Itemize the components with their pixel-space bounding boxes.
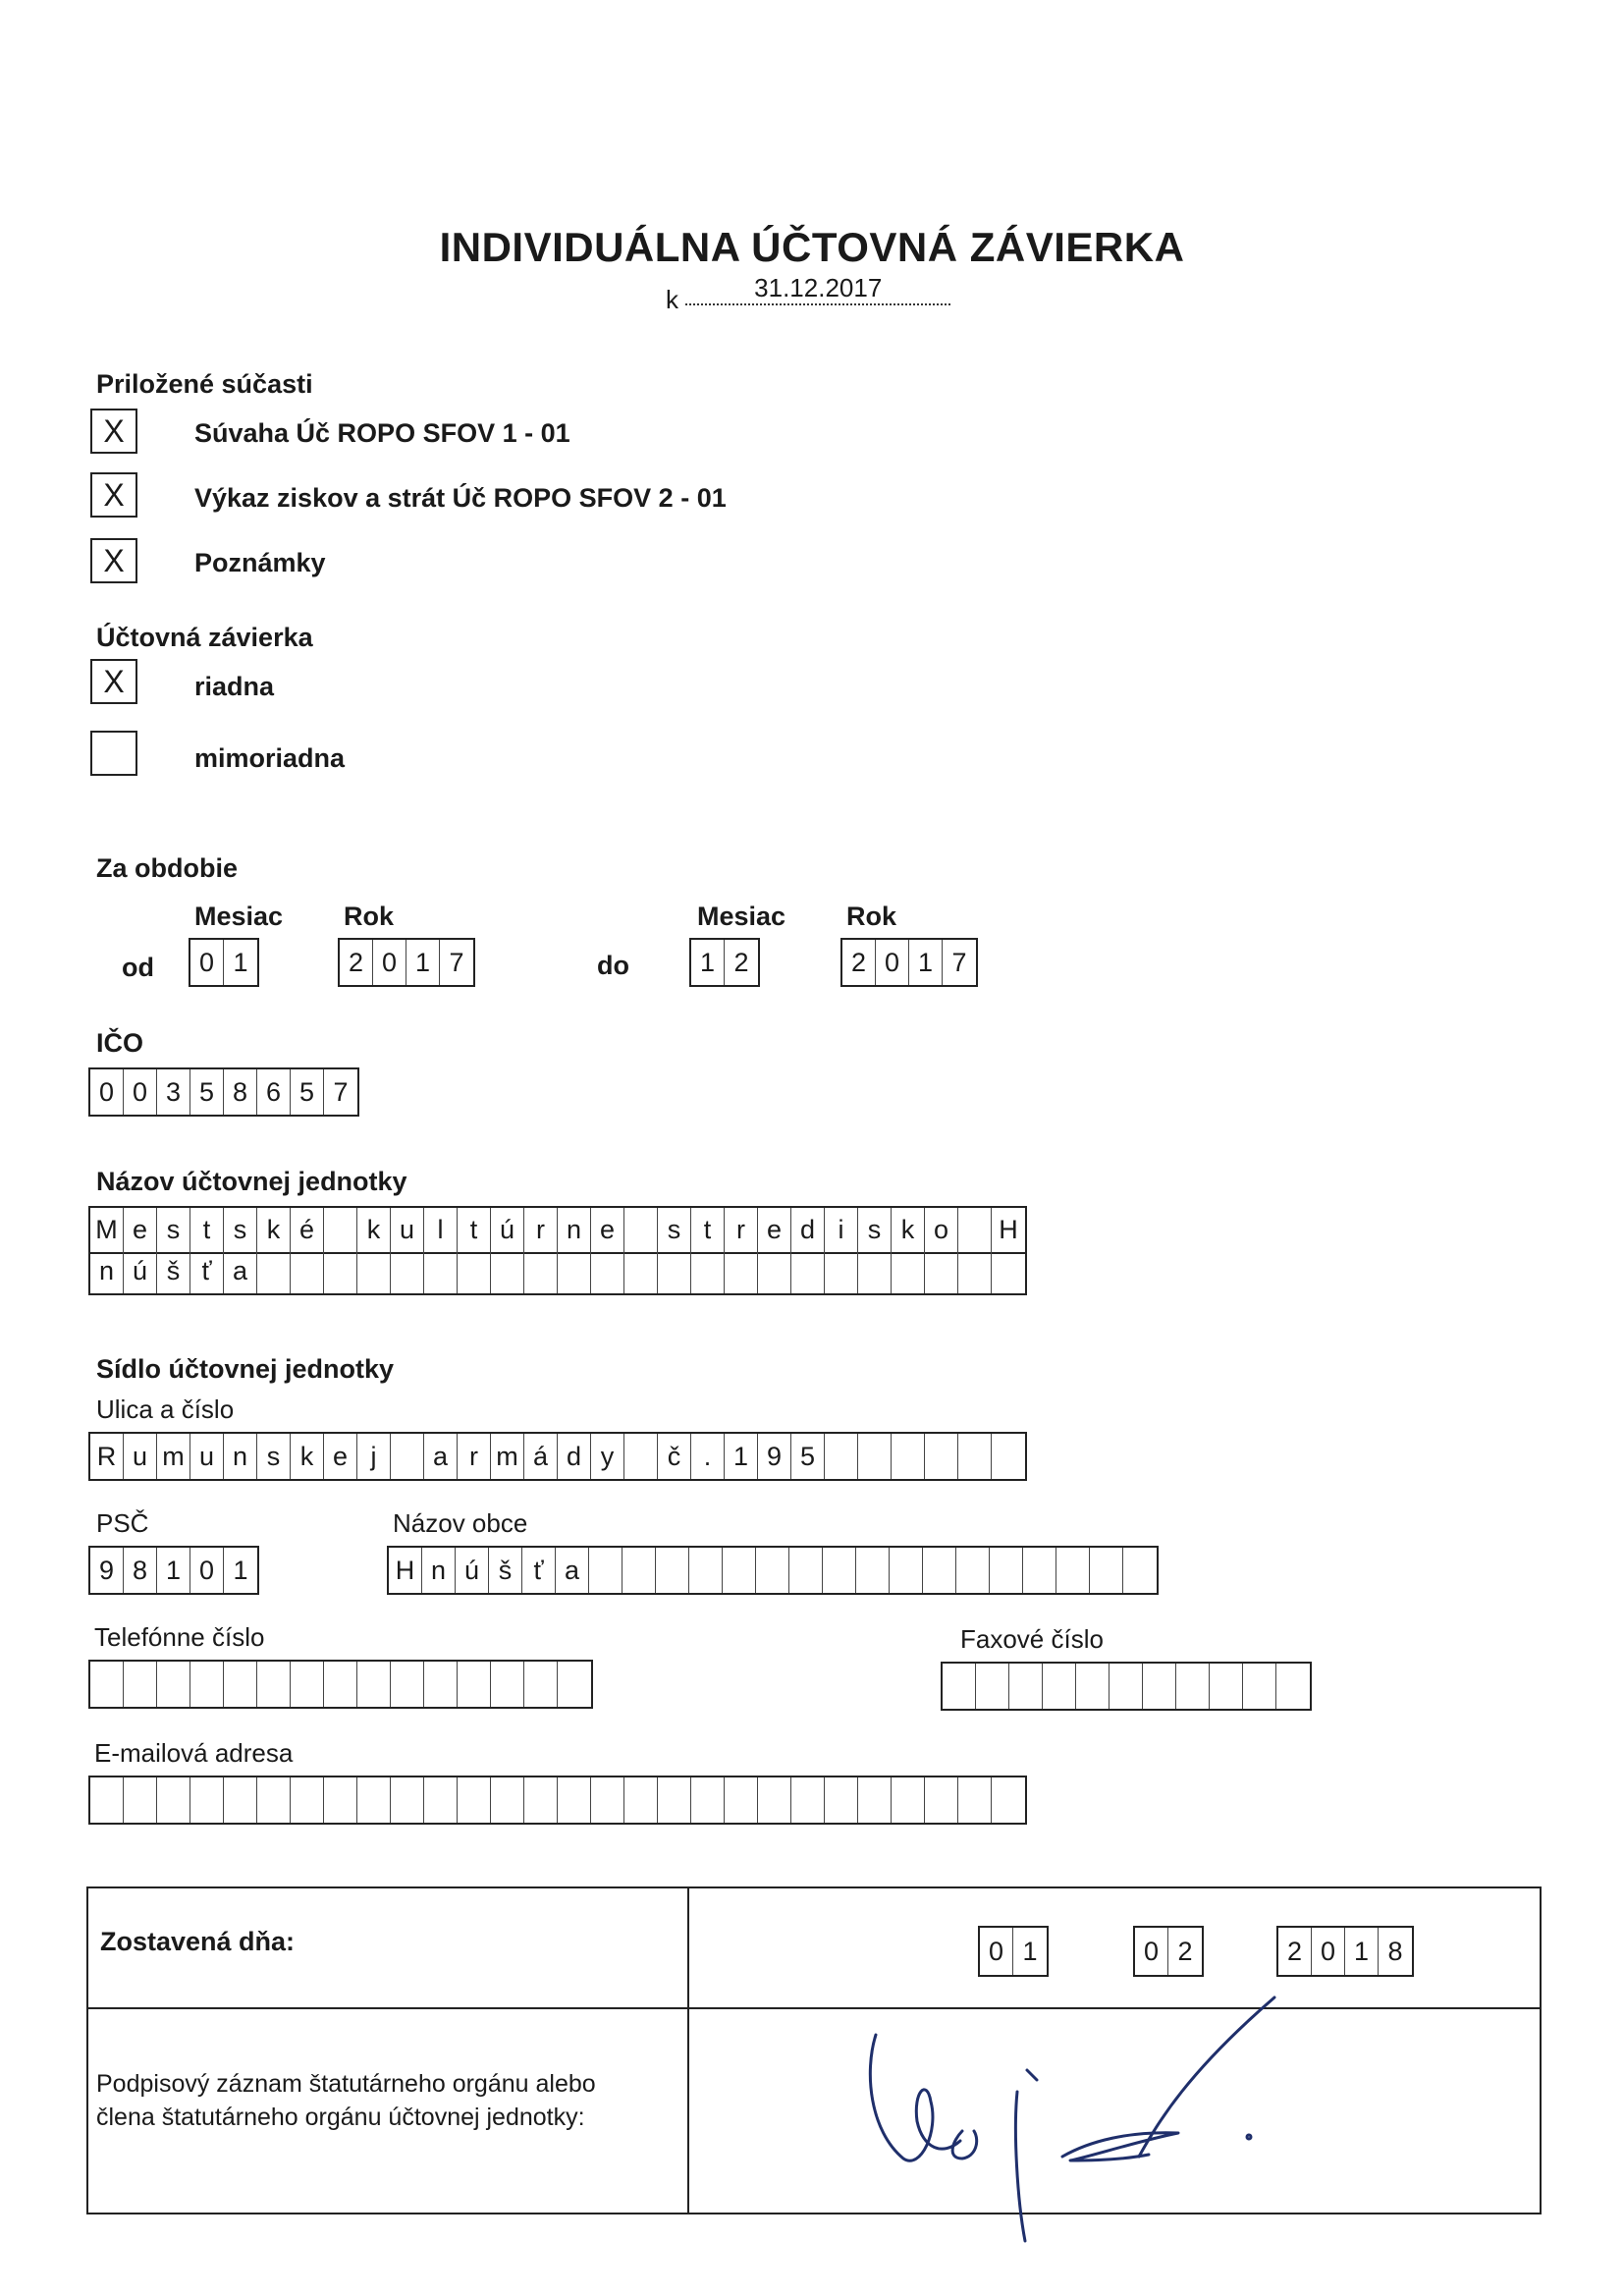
city-field-cell[interactable] [1023, 1548, 1056, 1593]
email-field-cell[interactable] [825, 1777, 858, 1823]
city-field-cell[interactable] [723, 1548, 756, 1593]
email-field-cell[interactable] [124, 1777, 157, 1823]
period-from-label: od [122, 953, 154, 982]
ico-field-cell[interactable]: 5 [291, 1069, 324, 1115]
to-month-label: Mesiac [697, 902, 786, 931]
street-field-cell[interactable]: d [558, 1434, 591, 1479]
fax-field[interactable] [941, 1662, 1312, 1711]
email-field-cell[interactable] [892, 1777, 925, 1823]
email-field-cell[interactable] [458, 1777, 491, 1823]
unit-name-row-2-cell[interactable]: n [90, 1249, 124, 1293]
unit-name-heading: Názov účtovnej jednotky [96, 1167, 407, 1196]
street-field-cell[interactable]: m [157, 1434, 190, 1479]
unit-name-row-1-cell[interactable]: ú [491, 1208, 524, 1252]
street-field-cell[interactable]: u [124, 1434, 157, 1479]
unit-name-row-1-cell[interactable]: s [658, 1208, 691, 1252]
unit-name-row-1-cell[interactable]: e [758, 1208, 791, 1252]
city-field-cell[interactable] [756, 1548, 789, 1593]
city-field-cell[interactable]: a [556, 1548, 589, 1593]
street-field-cell[interactable]: s [257, 1434, 291, 1479]
psc-field-cell[interactable]: 8 [124, 1548, 157, 1593]
phone-field-cell[interactable] [524, 1662, 558, 1707]
city-field-cell[interactable] [656, 1548, 689, 1593]
email-label: E-mailová adresa [94, 1738, 294, 1768]
street-field-cell[interactable] [925, 1434, 958, 1479]
street-field-cell[interactable] [958, 1434, 992, 1479]
email-field-cell[interactable] [791, 1777, 825, 1823]
to-year-field[interactable] [840, 938, 978, 987]
unit-name-row-2-cell[interactable] [925, 1249, 958, 1293]
psc-field-cell[interactable]: 9 [90, 1548, 124, 1593]
fax-field-cell[interactable] [1210, 1664, 1243, 1709]
city-field-cell[interactable] [789, 1548, 823, 1593]
email-field-cell[interactable] [925, 1777, 958, 1823]
fax-field-cell[interactable] [1143, 1664, 1176, 1709]
psc-field-cell[interactable]: 1 [233, 1556, 248, 1585]
closing-date-prefix: k [666, 285, 678, 314]
unit-name-row-2[interactable] [88, 1249, 1027, 1295]
street-field-cell[interactable]: e [324, 1434, 357, 1479]
from-year-field-cell[interactable]: 7 [449, 948, 464, 977]
city-field-cell[interactable] [689, 1548, 723, 1593]
street-label: Ulica a číslo [96, 1394, 235, 1424]
email-field-cell[interactable] [958, 1777, 992, 1823]
compiled-year-field-cell[interactable]: 2 [1278, 1928, 1312, 1975]
street-field[interactable] [88, 1432, 1027, 1481]
fax-field-cell[interactable] [1176, 1664, 1210, 1709]
email-field-cell[interactable] [224, 1777, 257, 1823]
street-field-cell[interactable] [825, 1434, 858, 1479]
email-field-cell[interactable] [157, 1777, 190, 1823]
unit-name-row-1-cell[interactable]: n [558, 1208, 591, 1252]
phone-field-cell[interactable] [391, 1662, 424, 1707]
compiled-month-field[interactable] [1133, 1926, 1204, 1977]
unit-name-row-1-cell[interactable]: i [825, 1208, 858, 1252]
email-field-cell[interactable] [324, 1777, 357, 1823]
city-field-cell[interactable] [990, 1548, 1023, 1593]
email-field-cell[interactable] [90, 1777, 124, 1823]
ico-field-cell[interactable]: 3 [157, 1069, 190, 1115]
city-field-cell[interactable]: n [422, 1548, 456, 1593]
attachment-label-notes: Poznámky [194, 548, 326, 577]
unit-name-row-2-cell[interactable] [858, 1249, 892, 1293]
closing-type-label-extraordinary: mimoriadna [194, 743, 346, 773]
email-field-cell[interactable] [391, 1777, 424, 1823]
unit-name-row-1-cell[interactable]: o [925, 1208, 958, 1252]
to-month-field[interactable] [689, 938, 760, 987]
to-month-field-cell[interactable]: 1 [691, 940, 725, 985]
period-heading: Za obdobie [96, 853, 238, 883]
email-field-cell[interactable] [992, 1777, 1025, 1823]
unit-name-row-2-cell[interactable] [491, 1249, 524, 1293]
unit-name-row-1-cell[interactable]: H [999, 1215, 1018, 1244]
city-field-cell[interactable] [1090, 1548, 1123, 1593]
to-year-field-cell[interactable]: 2 [842, 940, 876, 985]
unit-name-row-1-cell[interactable]: s [858, 1208, 892, 1252]
unit-name-row-2-cell[interactable] [524, 1249, 558, 1293]
unit-name-row-2-cell[interactable] [324, 1249, 357, 1293]
phone-field-cell[interactable] [424, 1662, 458, 1707]
unit-name-row-1-cell[interactable]: t [458, 1208, 491, 1252]
street-field-cell[interactable]: . [691, 1434, 725, 1479]
unit-name-row-1-cell[interactable]: s [157, 1208, 190, 1252]
street-field-cell[interactable]: č [658, 1434, 691, 1479]
unit-name-row-2-cell[interactable] [291, 1249, 324, 1293]
unit-name-row-2-cell[interactable]: ť [190, 1249, 224, 1293]
city-field-cell[interactable]: H [389, 1548, 422, 1593]
ico-field-cell[interactable]: 5 [190, 1069, 224, 1115]
unit-name-row-1-cell[interactable]: t [190, 1208, 224, 1252]
unit-name-row-2-cell[interactable] [424, 1249, 458, 1293]
signature-label-line-1: Podpisový záznam štatutárneho orgánu alebo [96, 2070, 596, 2098]
fax-field-cell[interactable] [1009, 1664, 1043, 1709]
email-field-cell[interactable] [558, 1777, 591, 1823]
street-field-cell[interactable]: r [458, 1434, 491, 1479]
unit-name-row-1-cell[interactable] [624, 1208, 658, 1252]
unit-name-row-1-cell[interactable]: e [591, 1208, 624, 1252]
unit-name-row-1-cell[interactable]: k [892, 1208, 925, 1252]
unit-name-row-2-cell[interactable] [591, 1249, 624, 1293]
from-year-field[interactable] [338, 938, 475, 987]
from-month-field-cell[interactable]: 0 [190, 940, 224, 985]
closing-type-heading: Účtovná závierka [96, 623, 313, 652]
city-field[interactable] [387, 1546, 1159, 1595]
footer-horizontal-divider [86, 2007, 1542, 2009]
city-field-cell[interactable] [890, 1548, 923, 1593]
compiled-year-field-cell[interactable]: 0 [1312, 1928, 1345, 1975]
street-field-cell[interactable]: 9 [758, 1434, 791, 1479]
phone-field-cell[interactable] [190, 1662, 224, 1707]
period-to-label: do [597, 951, 629, 980]
city-field-cell[interactable] [1056, 1548, 1090, 1593]
street-field-cell[interactable]: m [491, 1434, 524, 1479]
to-year-label: Rok [846, 902, 897, 931]
unit-name-row-1-cell[interactable]: r [725, 1208, 758, 1252]
unit-name-row-1-cell[interactable]: k [357, 1208, 391, 1252]
psc-field-cell[interactable]: 0 [190, 1548, 224, 1593]
street-field-cell[interactable]: k [291, 1434, 324, 1479]
unit-name-row-1-cell[interactable]: é [291, 1208, 324, 1252]
street-field-cell[interactable]: R [90, 1434, 124, 1479]
unit-name-row-1-cell[interactable]: t [691, 1208, 725, 1252]
unit-name-row-2-cell[interactable] [391, 1249, 424, 1293]
email-field-cell[interactable] [591, 1777, 624, 1823]
fax-field-cell[interactable] [1110, 1664, 1143, 1709]
phone-field-cell[interactable] [291, 1662, 324, 1707]
city-field-cell[interactable] [923, 1548, 956, 1593]
unit-name-row-1-cell[interactable]: k [257, 1208, 291, 1252]
phone-field-cell[interactable] [324, 1662, 357, 1707]
street-field-cell[interactable] [992, 1434, 1025, 1479]
city-field-cell[interactable] [623, 1548, 656, 1593]
unit-name-row-1-cell[interactable]: M [90, 1208, 124, 1252]
unit-name-row-2-cell[interactable] [624, 1249, 658, 1293]
phone-field-cell[interactable] [157, 1662, 190, 1707]
unit-name-row-2-cell[interactable] [558, 1249, 591, 1293]
unit-name-row-2-cell[interactable] [892, 1249, 925, 1293]
phone-field-cell[interactable] [124, 1662, 157, 1707]
attachments-heading: Priložené súčasti [96, 369, 313, 399]
city-field-cell[interactable] [856, 1548, 890, 1593]
phone-field-cell[interactable] [458, 1662, 491, 1707]
unit-name-row-2-cell[interactable] [458, 1249, 491, 1293]
city-field-cell[interactable] [589, 1548, 623, 1593]
from-year-field-cell[interactable]: 0 [373, 940, 406, 985]
phone-field[interactable] [88, 1660, 593, 1709]
from-year-label: Rok [344, 902, 395, 931]
address-heading: Sídlo účtovnej jednotky [96, 1354, 395, 1384]
unit-name-row-2-cell[interactable] [691, 1249, 725, 1293]
city-field-cell[interactable] [823, 1548, 856, 1593]
to-year-field-cell[interactable]: 0 [876, 940, 909, 985]
attachment-label-profit-loss: Výkaz ziskov a strát Úč ROPO SFOV 2 - 01 [194, 483, 727, 513]
signature-label-line-2: člena štatutárneho orgánu účtovnej jednotky: [96, 2104, 585, 2131]
ico-field-cell[interactable]: 8 [224, 1069, 257, 1115]
fax-label: Faxové číslo [960, 1624, 1104, 1654]
unit-name-row-1-cell[interactable]: e [124, 1208, 157, 1252]
ico-field-cell[interactable]: 0 [90, 1069, 124, 1115]
compiled-date-label: Zostavená dňa: [100, 1927, 296, 1956]
street-field-cell[interactable]: j [357, 1434, 391, 1479]
email-field-cell[interactable] [658, 1777, 691, 1823]
to-month-field-cell[interactable]: 2 [733, 948, 749, 977]
unit-name-row-2-cell[interactable] [257, 1249, 291, 1293]
attachment-checkbox-balance[interactable]: X [90, 409, 137, 454]
street-field-cell[interactable]: 1 [725, 1434, 758, 1479]
email-field-cell[interactable] [524, 1777, 558, 1823]
unit-name-row-1-cell[interactable] [324, 1208, 357, 1252]
psc-field[interactable] [88, 1546, 259, 1595]
email-field-cell[interactable] [758, 1777, 791, 1823]
ico-field[interactable] [88, 1067, 359, 1117]
unit-name-row-2-cell[interactable]: a [224, 1249, 257, 1293]
compiled-year-field-cell[interactable]: 8 [1387, 1937, 1403, 1966]
compiled-year-field[interactable] [1276, 1926, 1414, 1977]
email-field-cell[interactable] [257, 1777, 291, 1823]
ico-field-cell[interactable]: 0 [124, 1069, 157, 1115]
email-field-cell[interactable] [691, 1777, 725, 1823]
to-year-field-cell[interactable]: 7 [951, 948, 967, 977]
from-year-field-cell[interactable]: 1 [406, 940, 440, 985]
closing-type-checkbox-regular[interactable]: X [90, 659, 137, 704]
email-field-cell[interactable] [291, 1777, 324, 1823]
fax-field-cell[interactable] [976, 1664, 1009, 1709]
to-year-field-cell[interactable]: 1 [909, 940, 943, 985]
phone-field-cell[interactable] [224, 1662, 257, 1707]
fax-field-cell[interactable] [1043, 1664, 1076, 1709]
closing-type-label-regular: riadna [194, 672, 275, 701]
unit-name-row-2-cell[interactable] [725, 1249, 758, 1293]
street-field-cell[interactable]: y [591, 1434, 624, 1479]
attachment-checkbox-notes[interactable]: X [90, 538, 137, 583]
fax-field-cell[interactable] [943, 1664, 976, 1709]
unit-name-row-2-cell[interactable] [758, 1249, 791, 1293]
street-field-cell[interactable]: a [424, 1434, 458, 1479]
unit-name-row-1[interactable] [88, 1206, 1027, 1254]
from-month-field[interactable] [189, 938, 259, 987]
page-title: INDIVIDUÁLNA ÚČTOVNÁ ZÁVIERKA [439, 224, 1185, 270]
phone-field-cell[interactable] [357, 1662, 391, 1707]
email-field-cell[interactable] [190, 1777, 224, 1823]
unit-name-row-2-cell[interactable] [825, 1249, 858, 1293]
city-field-cell[interactable]: ť [522, 1548, 556, 1593]
street-field-cell[interactable] [858, 1434, 892, 1479]
unit-name-row-2-cell[interactable] [357, 1249, 391, 1293]
city-label: Názov obce [393, 1508, 528, 1538]
street-field-cell[interactable] [624, 1434, 658, 1479]
from-year-field-cell[interactable]: 2 [340, 940, 373, 985]
compiled-day-field-cell[interactable]: 0 [980, 1928, 1013, 1975]
unit-name-row-2-cell[interactable] [658, 1249, 691, 1293]
street-field-cell[interactable]: á [524, 1434, 558, 1479]
street-field-cell[interactable] [892, 1434, 925, 1479]
compiled-month-field-cell[interactable]: 2 [1177, 1937, 1193, 1966]
fax-field-cell[interactable] [1276, 1664, 1310, 1709]
street-field-cell[interactable]: n [224, 1434, 257, 1479]
attachment-label-balance: Súvaha Úč ROPO SFOV 1 - 01 [194, 418, 570, 448]
psc-field-cell[interactable]: 1 [157, 1548, 190, 1593]
unit-name-row-2-cell[interactable] [791, 1249, 825, 1293]
handwritten-signature [844, 1984, 1276, 2259]
unit-name-row-1-cell[interactable]: l [424, 1208, 458, 1252]
city-field-cell[interactable]: ú [456, 1548, 489, 1593]
phone-field-cell[interactable] [90, 1662, 124, 1707]
email-field-cell[interactable] [357, 1777, 391, 1823]
email-field-cell[interactable] [491, 1777, 524, 1823]
closing-date-line [666, 273, 950, 317]
email-field-cell[interactable] [725, 1777, 758, 1823]
city-field-cell[interactable] [1123, 1548, 1157, 1593]
unit-name-row-2-cell[interactable] [992, 1249, 1025, 1293]
closing-type-checkbox-extraordinary[interactable] [90, 731, 137, 776]
phone-field-cell[interactable] [491, 1662, 524, 1707]
psc-label: PSČ [96, 1508, 149, 1538]
ico-field-cell[interactable]: 6 [257, 1069, 291, 1115]
unit-name-row-1-cell[interactable] [958, 1208, 992, 1252]
city-field-cell[interactable] [956, 1548, 990, 1593]
phone-field-cell[interactable] [257, 1662, 291, 1707]
fax-field-cell[interactable] [1076, 1664, 1110, 1709]
unit-name-row-1-cell[interactable]: s [224, 1208, 257, 1252]
compiled-day-field[interactable] [978, 1926, 1049, 1977]
fax-field-cell[interactable] [1243, 1664, 1276, 1709]
email-field-cell[interactable] [424, 1777, 458, 1823]
street-field-cell[interactable]: 5 [791, 1434, 825, 1479]
city-field-cell[interactable]: š [489, 1548, 522, 1593]
unit-name-row-2-cell[interactable]: ú [124, 1249, 157, 1293]
unit-name-row-1-cell[interactable]: u [391, 1208, 424, 1252]
street-field-cell[interactable] [391, 1434, 424, 1479]
compiled-day-field-cell[interactable]: 1 [1022, 1937, 1038, 1966]
email-field-cell[interactable] [624, 1777, 658, 1823]
email-field-cell[interactable] [858, 1777, 892, 1823]
unit-name-row-2-cell[interactable]: š [157, 1249, 190, 1293]
unit-name-row-2-cell[interactable] [958, 1249, 992, 1293]
unit-name-row-1-cell[interactable]: d [791, 1208, 825, 1252]
phone-field-cell[interactable] [558, 1662, 591, 1707]
closing-date: 31.12.2017 [685, 273, 950, 305]
from-month-field-cell[interactable]: 1 [233, 948, 248, 977]
footer-vertical-divider [687, 1886, 689, 2214]
attachment-checkbox-profit-loss[interactable]: X [90, 472, 137, 518]
unit-name-row-1-cell[interactable]: r [524, 1208, 558, 1252]
compiled-month-field-cell[interactable]: 0 [1135, 1928, 1168, 1975]
street-field-cell[interactable]: u [190, 1434, 224, 1479]
email-field[interactable] [88, 1776, 1027, 1825]
ico-field-cell[interactable]: 7 [333, 1077, 349, 1107]
phone-label: Telefónne číslo [94, 1622, 265, 1652]
compiled-year-field-cell[interactable]: 1 [1345, 1928, 1379, 1975]
from-month-label: Mesiac [194, 902, 284, 931]
ico-heading: IČO [96, 1028, 144, 1058]
